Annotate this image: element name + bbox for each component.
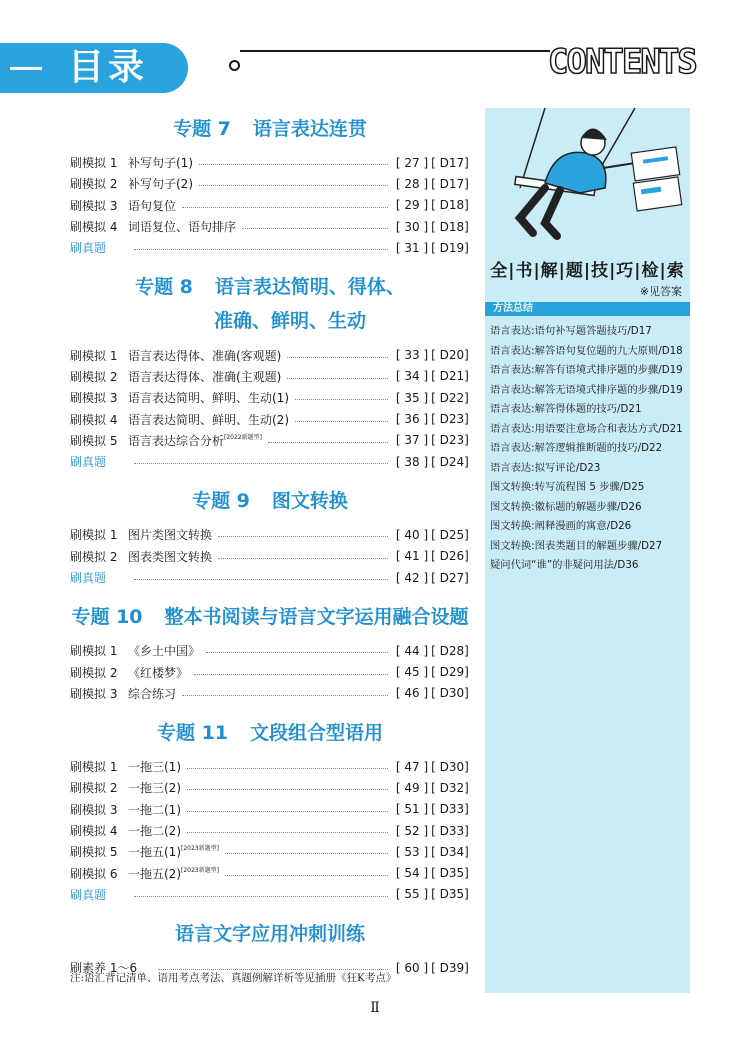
page-ref: [ 40 ] [395,527,429,542]
entry-title [128,347,281,364]
entry-title [128,843,219,860]
section-title: 语言文字应用冲刺训练 [174,923,365,946]
entry-label: 刷模拟 1 [70,760,118,775]
toc-entry[interactable] [70,777,470,798]
entry-title [128,368,281,385]
panel-subtitle: ※见答案 [639,285,682,298]
entry-title [128,685,176,702]
entry-title [128,642,200,659]
leader-dots [199,185,388,186]
entry-label: 刷真题 [70,887,107,902]
answer-ref: [ D17] [431,155,469,170]
toc-entry[interactable] [70,408,470,429]
entry-title-text: 一拖二(1) [128,802,181,817]
answer-ref: [ D28] [431,643,469,658]
answer-ref: [ D25] [431,527,469,542]
entry-title [128,548,212,565]
toc-entry[interactable] [70,640,470,661]
page-ref: [ 51 ] [395,802,429,817]
answer-ref: [ D19] [431,240,469,255]
entry-title-text: 图表类图文转换 [128,549,213,564]
answer-ref: [ D23] [431,412,469,427]
answer-ref: [ D22] [431,390,469,405]
section-number: 专题 9 [192,490,250,513]
page-ref: [ 34 ] [395,369,429,384]
new-type-tag: [2023新题型] [181,866,219,874]
leader-dots [134,579,388,580]
entry-title-text: 语言表达简明、鲜明、生动(1) [128,391,289,406]
toc-entry[interactable] [70,661,470,682]
technique-item[interactable]: 图文转换:阐释漫画的寓意/D26 [490,520,632,532]
section-title-line2: 准确、鲜明、生动 [213,310,366,333]
illustration-person-swing [485,108,690,248]
entry-label: 刷模拟 2 [70,665,118,680]
technique-item[interactable]: 语言表达:解答得体题的技巧/D21 [490,403,642,415]
leader-dots [182,207,388,208]
entry-label: 刷模拟 3 [70,802,118,817]
entry-title [128,154,193,171]
answer-ref: [ D17] [431,176,469,191]
entry-label: 刷模拟 5 [70,433,118,448]
toc-entry[interactable] [70,216,470,237]
answer-ref: [ D39] [431,960,469,975]
toc-entry[interactable] [70,524,470,545]
entry-title-text: 《乡土中国》 [128,644,201,659]
page-ref: [ 35 ] [395,390,429,405]
new-type-tag: [2022新题型] [224,433,262,441]
page-ref: [ 31 ] [395,240,429,255]
entry-title [128,218,236,235]
entry-title-text: 一拖三(1) [128,760,181,775]
technique-index-panel [485,108,690,993]
technique-item[interactable]: 语言表达:语句补写题答题技巧/D17 [490,325,652,337]
footnote: 注:语汇背记清单、语用考点考法、真题例解详析等见插册《狂K考点》 [70,972,397,984]
technique-item[interactable]: 语言表达:解答有语境式排序题的步骤/D19 [490,364,683,376]
answer-ref: [ D24] [431,454,469,469]
panel-section-label: 方法总结 [493,303,533,314]
entry-title-text: 一拖五(1) [128,845,181,860]
entry-title-text: 一拖二(2) [128,824,181,839]
page-ref: [ 45 ] [395,665,429,680]
entry-label: 刷模拟 1 [70,156,118,171]
toc-main [70,112,470,990]
leader-dots [134,896,388,897]
entry-title-text: 语句复位 [128,198,177,213]
toc-entry[interactable] [70,799,470,820]
answer-ref: [ D27] [431,570,469,585]
entry-title [128,411,289,428]
page-ref: [ 47 ] [395,759,429,774]
entry-title [128,758,181,775]
entry-title-text: 词语复位、语句排序 [128,220,237,235]
leader-dots [199,164,388,165]
page-ref: [ 30 ] [395,219,429,234]
toc-entry[interactable] [70,884,470,905]
technique-item[interactable]: 语言表达:用语要注意场合和表达方式/D21 [490,422,683,435]
panel-title: 全|书|解|题|技|巧|检|索 [490,261,685,281]
entry-label: 刷素养 1～6 [70,961,138,976]
answer-ref: [ D23] [431,433,469,448]
toc-entry[interactable] [70,366,470,387]
toc-entry[interactable] [70,344,470,365]
new-type-tag: [2023新题型] [181,845,219,853]
leader-dots [242,228,388,229]
technique-item[interactable]: 语言表达:解答语句复位题的九大原则/D18 [490,344,683,357]
technique-item[interactable]: 图文转换:图表类题目的解题步骤/D27 [490,539,663,552]
answer-ref: [ D30] [431,686,469,701]
entry-title-text: 《红楼梦》 [128,665,189,680]
leader-dots [134,249,388,250]
section-title: 语言表达简明、得体、 [214,276,405,299]
entry-label: 刷模拟 1 [70,644,118,659]
page-ref: [ 49 ] [395,780,429,795]
header-circle-ornament [229,60,240,71]
leader-dots [218,558,388,559]
entry-label: 刷模拟 2 [70,549,118,564]
section-number: 专题 11 [156,722,229,745]
leader-dots [187,811,388,812]
entry-title [128,197,176,214]
answer-ref: [ D26] [431,549,469,564]
entry-label: 刷真题 [70,241,107,256]
page-ref: [ 41 ] [395,549,429,564]
section-title: 语言表达连贯 [252,118,367,140]
answer-ref: [ D35] [431,887,469,902]
page-title: 目录 [68,47,149,88]
section-heading [70,270,470,304]
entry-label: 刷模拟 4 [70,824,118,839]
leader-dots [295,399,388,400]
entry-title-text: 语言表达得体、准确(客观题) [128,348,282,363]
technique-item[interactable]: 语言表达:解答无语境式排序题的步骤/D19 [490,383,683,396]
page-ref: [ 46 ] [395,686,429,701]
section-heading [70,917,470,951]
technique-item[interactable]: 图文转换:徽标题的解题步骤/D26 [490,500,642,513]
entry-title [128,432,262,449]
page-ref: [ 33 ] [395,348,429,363]
entry-title-text: 语言表达综合分析 [128,433,225,448]
technique-item[interactable]: 语言表达:解答逻辑推断题的技巧/D22 [490,442,663,454]
page-ref: [ 42 ] [395,570,429,585]
entry-label: 刷真题 [70,455,107,470]
entry-title [128,664,188,681]
answer-ref: [ D32] [431,780,469,795]
section-heading [70,600,470,634]
section-number: 专题 8 [135,276,193,299]
entry-title [128,526,212,543]
header-dash [10,67,42,70]
entry-title-text: 一拖三(2) [128,781,181,796]
entry-label: 刷模拟 2 [70,177,118,192]
entry-label: 刷模拟 4 [70,220,118,235]
entry-label: 刷模拟 6 [70,866,118,881]
leader-dots [187,789,388,790]
leader-dots [287,357,388,358]
page-number: Ⅱ [370,1000,380,1016]
entry-label: 刷模拟 3 [70,391,118,406]
leader-dots [187,768,388,769]
leader-dots [225,853,388,854]
toc-entry[interactable] [70,863,470,884]
entry-label: 刷模拟 5 [70,845,118,860]
answer-ref: [ D34] [431,844,469,859]
section-heading [70,484,470,518]
header-rule [240,50,550,52]
page-ref: [ 36 ] [395,412,429,427]
page-ref: [ 38 ] [395,454,429,469]
answer-ref: [ D30] [431,759,469,774]
leader-dots [182,695,388,696]
section-number: 专题 7 [173,118,231,140]
panel-section-bar [485,302,690,316]
section-heading [70,716,470,750]
section-number: 专题 10 [71,606,143,629]
contents-wordmark: CONTENTS [548,42,696,82]
page-ref: [ 37 ] [395,433,429,448]
page-ref: [ 27 ] [395,155,429,170]
page-ref: [ 44 ] [395,643,429,658]
page-ref: [ 54 ] [395,866,429,881]
answer-ref: [ D33] [431,802,469,817]
toc-entry[interactable] [70,237,470,258]
leader-dots [187,832,388,833]
leader-dots [295,421,388,422]
section-title: 文段组合型语用 [250,722,384,745]
toc-entry[interactable] [70,195,470,216]
leader-dots [218,536,388,537]
section-heading [70,112,470,146]
toc-entry[interactable] [70,820,470,841]
toc-entry[interactable] [70,430,470,451]
entry-label: 刷模拟 2 [70,369,118,384]
entry-title-text: 补写句子(2) [128,177,193,192]
page-ref: [ 60 ] [395,960,429,975]
technique-item[interactable]: 语言表达:拟写评论/D23 [490,461,601,474]
entry-title [128,779,181,796]
entry-title [128,865,219,882]
toc-entry[interactable] [70,546,470,567]
section-title: 整本书阅读与语言文字运用融合设题 [164,606,469,629]
entry-label: 刷模拟 4 [70,412,118,427]
answer-ref: [ D33] [431,823,469,838]
entry-title-text: 语言表达简明、鲜明、生动(2) [128,412,289,427]
section-title: 图文转换 [271,490,348,513]
toc-entry[interactable] [70,841,470,862]
page-ref: [ 52 ] [395,823,429,838]
leader-dots [206,652,388,653]
answer-ref: [ D18] [431,219,469,234]
technique-item[interactable]: 图文转换:转写流程图 5 步骤/D25 [490,481,645,493]
answer-ref: [ D21] [431,369,469,384]
toc-entry[interactable] [70,387,470,408]
entry-label: 刷模拟 3 [70,198,118,213]
entry-title [128,801,181,818]
entry-label: 刷模拟 3 [70,686,118,701]
page-ref: [ 53 ] [395,844,429,859]
page-ref: [ 55 ] [395,887,429,902]
entry-label: 刷模拟 2 [70,781,118,796]
answer-ref: [ D35] [431,866,469,881]
entry-title [128,175,193,192]
leader-dots [268,442,388,443]
entry-title [128,822,181,839]
entry-label: 刷模拟 1 [70,528,118,543]
leader-dots [287,378,388,379]
leader-dots [194,674,388,675]
leader-dots [134,463,388,464]
panel-item-list [490,322,685,576]
answer-ref: [ D20] [431,348,469,363]
entry-label: 刷真题 [70,571,107,585]
toc-entry[interactable] [70,173,470,194]
technique-item[interactable]: 疑问代词“谁”的非疑问用法/D36 [490,559,639,571]
page-ref: [ 28 ] [395,176,429,191]
toc-entry[interactable] [70,756,470,777]
toc-entry[interactable] [70,683,470,704]
toc-entry[interactable] [70,152,470,173]
entry-title-text: 综合练习 [128,686,177,701]
toc-entry[interactable] [70,451,470,472]
entry-title [128,389,289,406]
page-ref: [ 29 ] [395,198,429,213]
entry-title-text: 语言表达得体、准确(主观题) [128,369,282,384]
answer-ref: [ D29] [431,665,469,680]
entry-title-text: 一拖五(2) [128,866,181,881]
toc-entry[interactable] [70,567,470,588]
entry-title-text: 补写句子(1) [128,156,193,171]
leader-dots [225,875,388,876]
answer-ref: [ D18] [431,198,469,213]
entry-title-text: 图片类图文转换 [128,528,213,543]
entry-label: 刷模拟 1 [70,348,118,363]
